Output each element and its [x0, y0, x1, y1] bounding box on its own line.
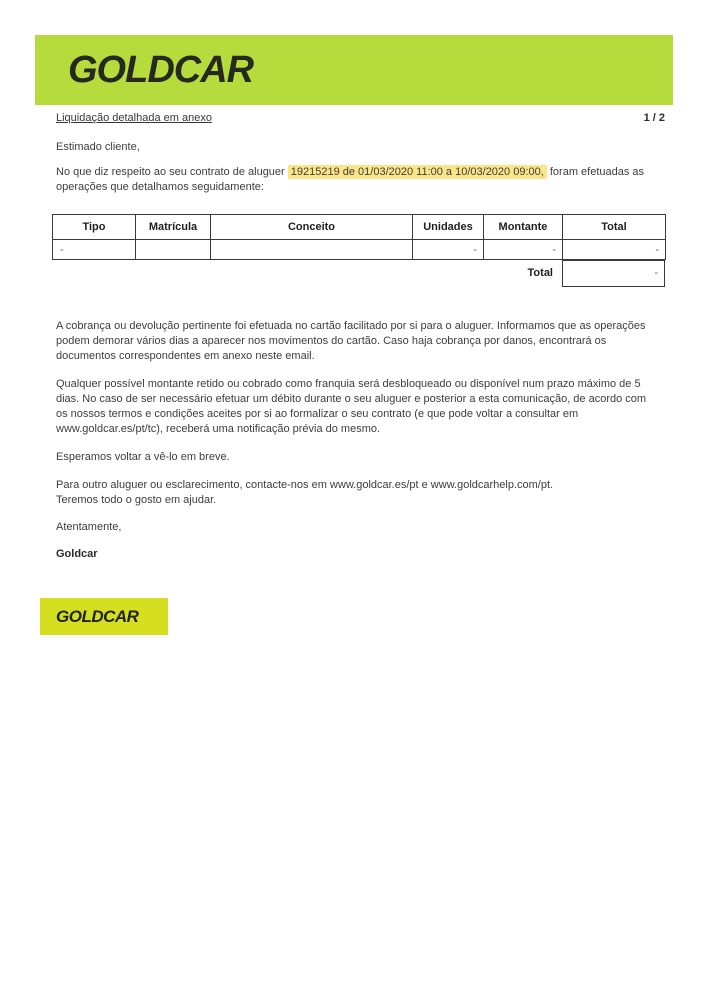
cell-montante: - [484, 240, 563, 260]
cell-tipo: - [53, 240, 136, 260]
intro-paragraph [56, 165, 653, 195]
farewell-text: Atentamente, [56, 521, 122, 533]
column-header-montante: Montante [484, 215, 563, 240]
table-row [53, 240, 666, 260]
cell-total: - [563, 240, 666, 260]
contract-highlight: 19215219 de 01/03/2020 11:00 a 10/03/2020 09:00, [288, 165, 547, 179]
contact-line-2: Teremos todo o gosto em ajudar. [56, 494, 217, 506]
subject-row [56, 111, 665, 126]
subject-line: Liquidação detalhada em anexo [56, 112, 212, 124]
operations-table [52, 214, 666, 260]
column-header-unidades: Unidades [413, 215, 484, 240]
table-header-row [53, 215, 666, 240]
table-total-row [52, 260, 665, 287]
intro-text-post: foram efetuadas as operações que detalhamos seguidamente: [56, 166, 645, 193]
footer-logo-banner [40, 598, 168, 635]
column-header-conceito: Conceito [211, 215, 413, 240]
greeting-text: Estimado cliente, [56, 141, 140, 153]
cell-unidades: - [413, 240, 484, 260]
total-label: Total [527, 267, 553, 279]
cell-conceito [211, 240, 413, 260]
goldcar-footer-logo: GOLDCAR [56, 606, 139, 626]
header-banner [35, 35, 673, 105]
cell-matricula [136, 240, 211, 260]
paragraph-charge-info: A cobrança ou devolução pertinente foi efetuada no cartão facilitado por si para o aluguer. Informamos que as operações podem demorar vários dias a aparecer nos movimentos do cartão. Caso haja cobrança por danos, encontrará os documentos correspondentes em anexo neste email. [56, 320, 646, 362]
intro-text-pre: No que diz respeito ao seu contrato de aluguer [56, 166, 288, 178]
paragraph-deposit-info: Qualquer possível montante retido ou cobrado como franquia será desbloqueado ou disponível num prazo máximo de 5 dias. No caso de ser necessário efetuar um débito durante o seu aluguer e posterior a esta comunicação, de acordo com os nossos termos e condições aceites por si ao formalizar o seu contrato (e que pode voltar a consultar em www.goldcar.es/pt/tc), receberá uma notificação prévia do mesmo. [56, 378, 647, 435]
signature-text: Goldcar [56, 548, 98, 560]
column-header-matricula: Matrícula [136, 215, 211, 240]
goldcar-logo: GOLDCAR [68, 48, 254, 91]
paragraph-see-you: Esperamos voltar a vê-lo em breve. [56, 451, 230, 463]
contact-line-1: Para outro aluguer ou esclarecimento, contacte-nos em www.goldcar.es/pt e www.goldcarhelp.com/pt. [56, 479, 554, 491]
total-value-cell: - [562, 260, 665, 287]
column-header-tipo: Tipo [53, 215, 136, 240]
column-header-total: Total [563, 215, 666, 240]
page-number: 1 / 2 [643, 112, 665, 124]
paragraph-contact [56, 478, 653, 508]
